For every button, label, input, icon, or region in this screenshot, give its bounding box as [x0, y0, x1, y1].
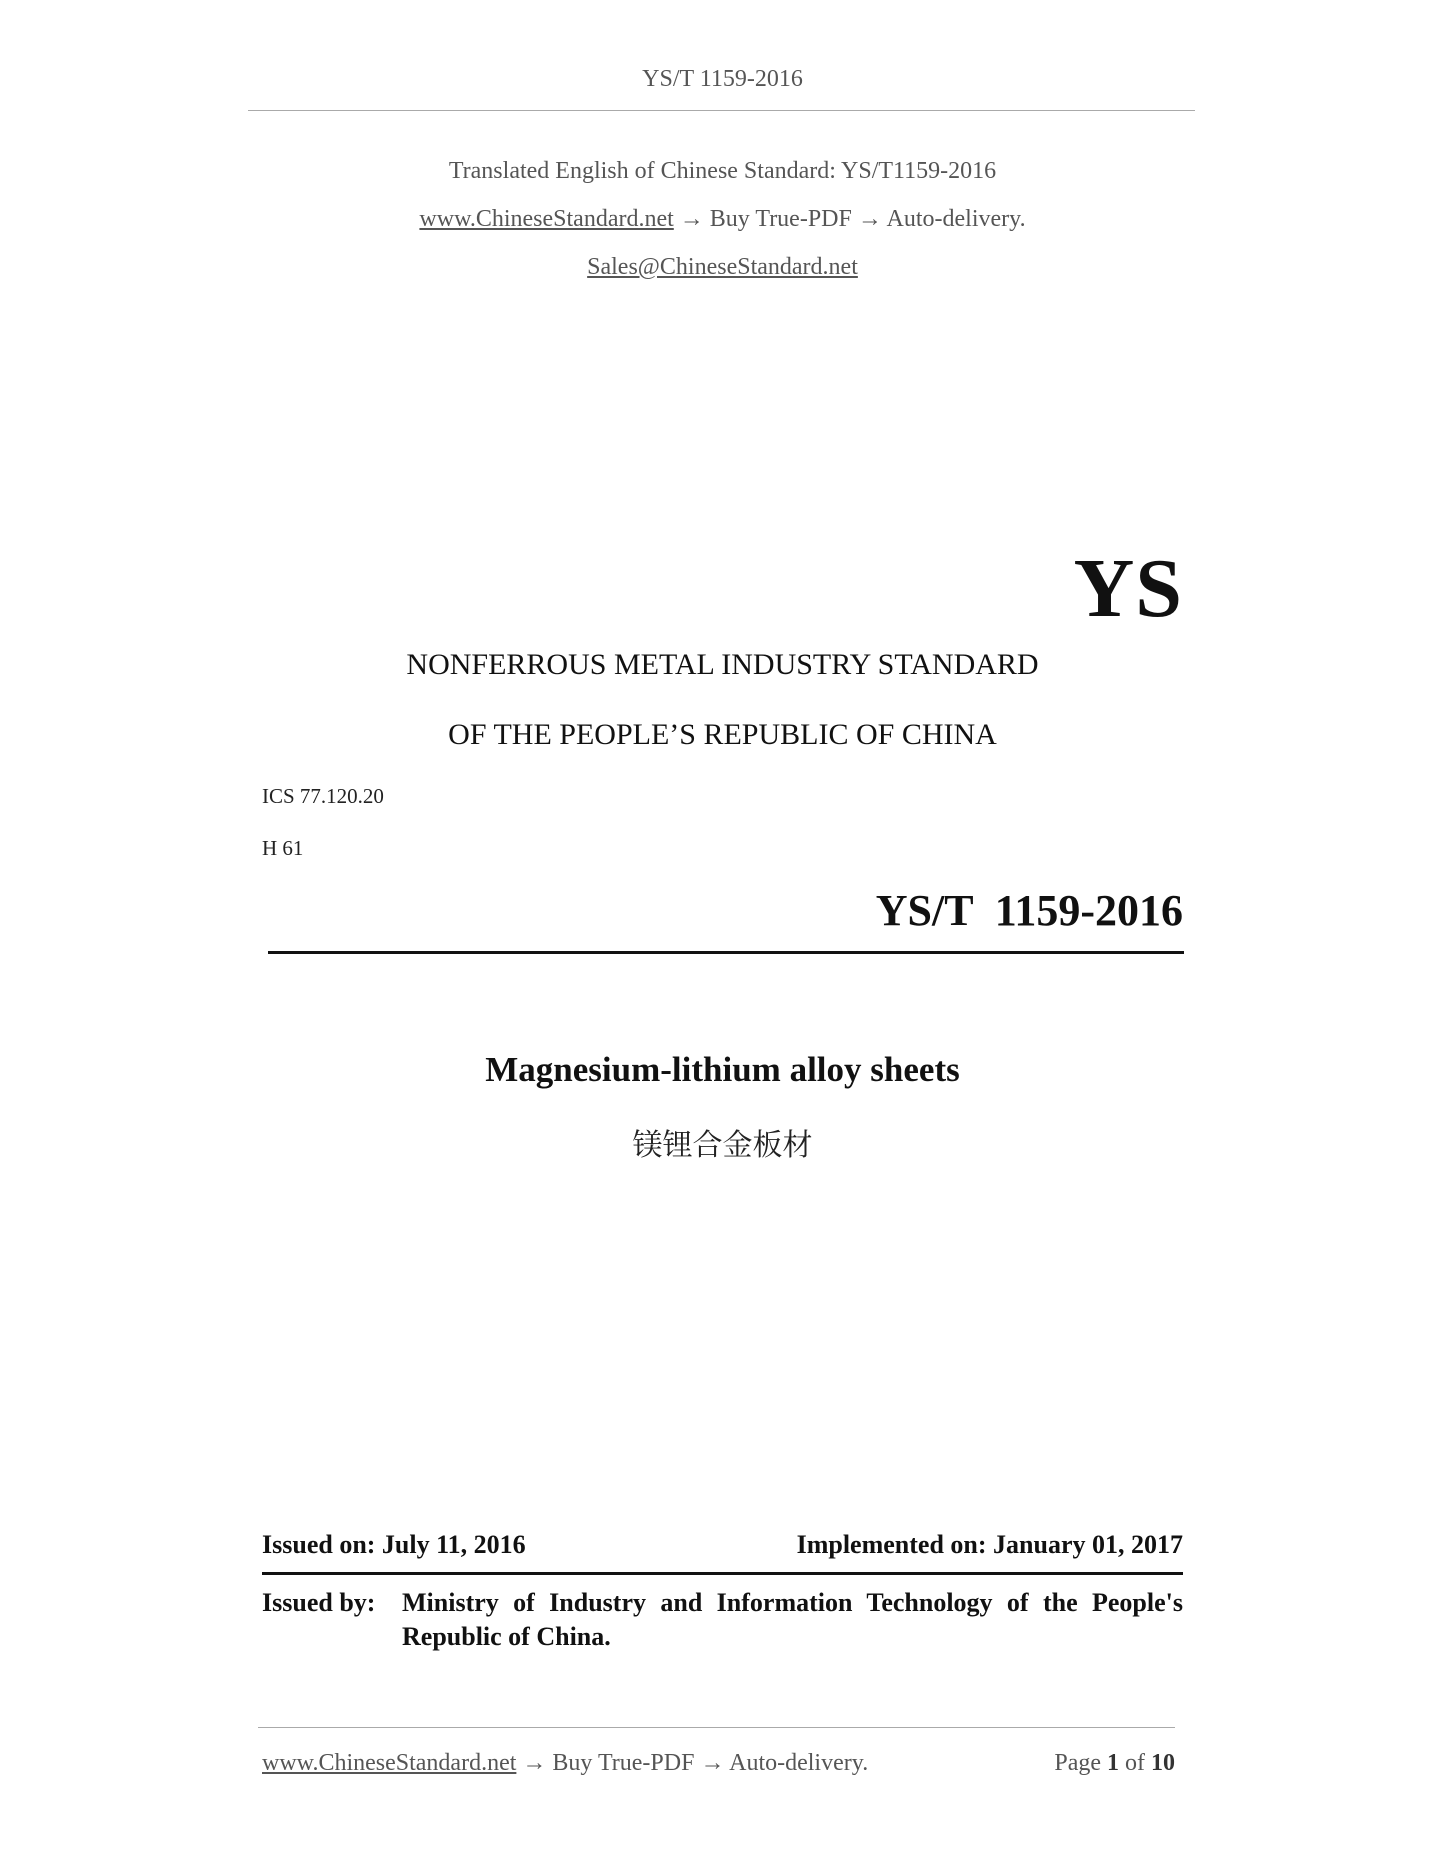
email-link[interactable]: Sales@ChineseStandard.net — [587, 254, 858, 280]
translation-notice: Translated English of Chinese Standard: YS/T1159-2016 — [448, 158, 997, 184]
promo-suffix: → Buy True-PDF → Auto-delivery. — [673, 206, 1026, 232]
page-label: Page — [1054, 1750, 1101, 1776]
dates-row — [262, 1530, 1183, 1560]
promo-line — [0, 206, 1445, 233]
english-title: Magnesium-lithium alloy sheets — [485, 1050, 960, 1089]
dates-rule — [262, 1572, 1183, 1575]
page-of: of — [1125, 1750, 1145, 1776]
issued-date: Issued on: July 11, 2016 — [262, 1530, 526, 1559]
footer-promo — [262, 1750, 868, 1777]
footer-site-link[interactable]: www.ChineseStandard.net — [262, 1750, 517, 1776]
ics-code: ICS 77.120.20 — [262, 784, 384, 808]
implemented-date: Implemented on: January 01, 2017 — [796, 1530, 1183, 1559]
ys-logo: YS — [1073, 542, 1183, 635]
industry-title-line2: OF THE PEOPLE’S REPUBLIC OF CHINA — [448, 718, 997, 751]
issuer-value: Ministry of Industry and Information Technology of the People's Republic of China. — [402, 1588, 1183, 1651]
issuer-label: Issued by: — [262, 1588, 376, 1617]
footer-divider — [258, 1727, 1175, 1728]
page-current: 1 — [1107, 1750, 1119, 1776]
ccs-code: H 61 — [262, 836, 304, 860]
page-total: 10 — [1151, 1750, 1175, 1776]
issuer-block — [262, 1586, 1183, 1654]
email-line — [0, 254, 1445, 281]
standard-number: YS/T 1159-2016 — [875, 886, 1183, 935]
site-link[interactable]: www.ChineseStandard.net — [419, 206, 674, 232]
page-indicator — [1054, 1750, 1175, 1777]
standard-number-rule — [268, 951, 1184, 954]
header-divider — [248, 110, 1195, 111]
chinese-title: 镁锂合金板材 — [632, 1128, 813, 1163]
industry-title-line1: NONFERROUS METAL INDUSTRY STANDARD — [406, 648, 1039, 681]
header-standard-code: YS/T 1159-2016 — [642, 66, 803, 92]
footer-promo-suffix: → Buy True-PDF → Auto-delivery. — [516, 1750, 869, 1776]
